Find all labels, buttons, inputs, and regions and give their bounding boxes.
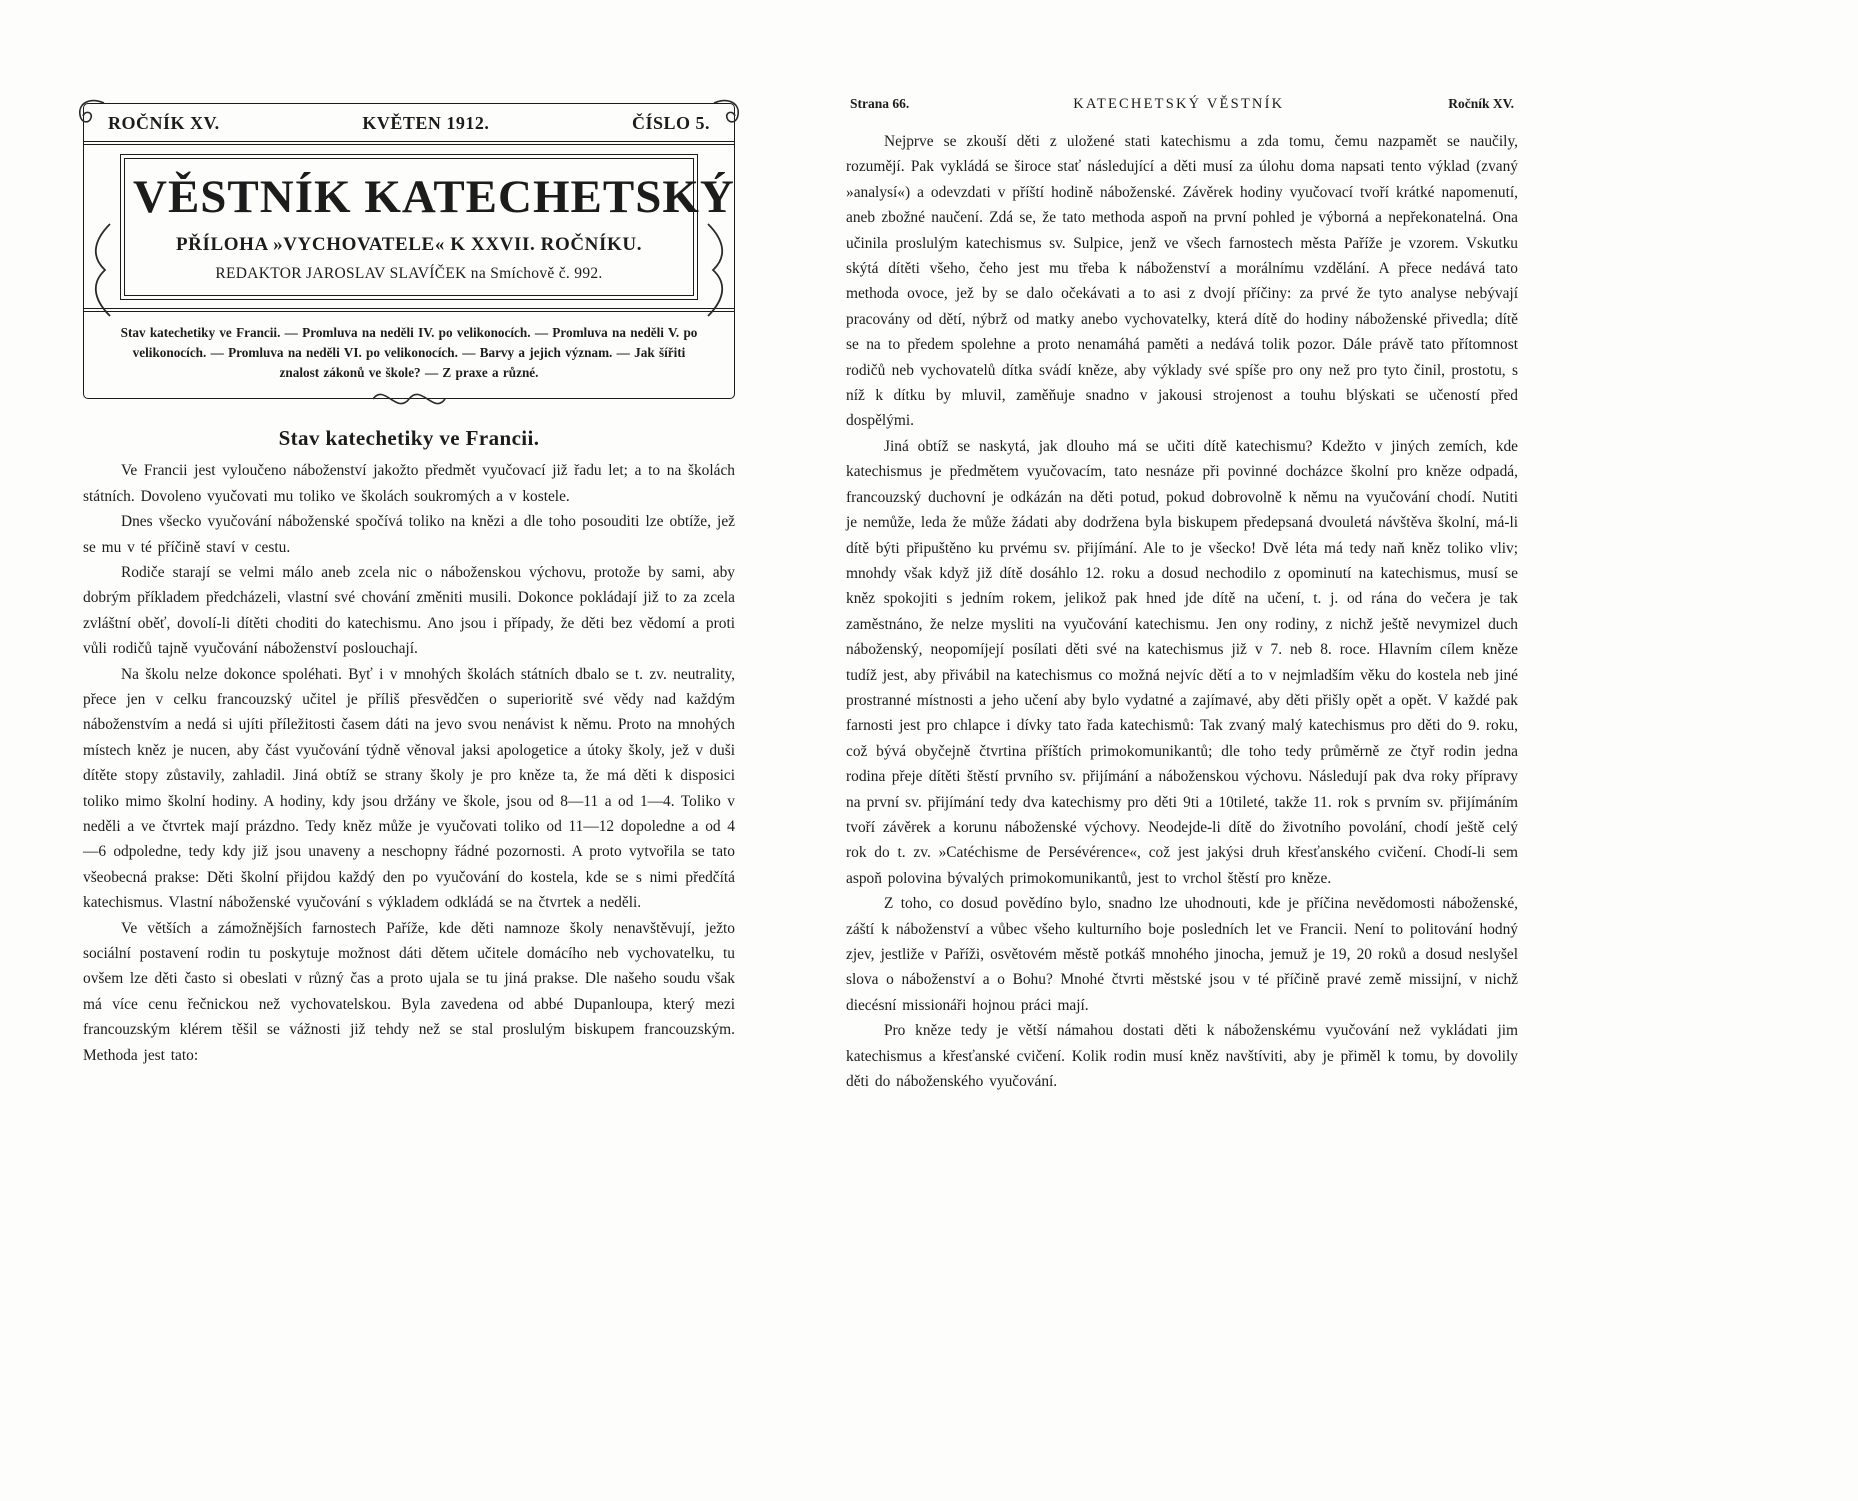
masthead-title-box	[124, 158, 735, 296]
masthead-date: KVĚTEN 1912.	[362, 113, 490, 133]
masthead-issue: ČÍSLO 5.	[631, 113, 710, 133]
masthead-info-row	[84, 104, 734, 141]
volume-label: Ročník XV.	[1448, 96, 1514, 111]
left-page	[83, 103, 735, 1068]
article-paragraph: Ve větších a zámožnějších farnostech Paříže, kde děti namnoze školy nenavštěvují, ježto sociální postavení rodin tu poskytuje možnost dáti dětem učitele domácího neb vychovatelku, tu ovšem lze děti často si obeslati v různý čas a proto ujala se tu jiná prakse. Dle našeho soudu však má více cenu řečnickou než vychovatelskou. Byla zavedena od abbé Dupanloupa, který mezi francouzským klérem těšil se vážnosti již tehdy než se stal proslulým biskupem francouzským. Methoda jest tato:	[83, 919, 735, 1064]
article-paragraph: Dnes všecko vyučování náboženské spočívá toliko na knězi a dle toho posouditi lze obtíže, jež se mu v té příčině staví v cestu.	[83, 513, 735, 556]
masthead	[83, 103, 735, 399]
masthead-title-wrap	[84, 145, 734, 308]
right-page	[846, 96, 1518, 1094]
article-paragraph: Na školu nelze dokonce spoléhati. Byť i v mnohých školách státních dbalo se t. zv. neutrality, přece jen v celku francouzský učitel je příliš přesvědčen o superioritě své vědy nad každým náboženstvím a nedá si ujíti příležitosti časem dáti na jevo svou nenávist k němu. Proto na mnohých místech kněz je nucen, aby část vyučování týdně věnoval jaksi apologetice a útoky školy, jež v duši dítěte stopy zůstavily, zahladil. Jiná obtíž se strany školy je pro kněze ta, že má děti k disposici toliko mimo školní hodiny. A hodiny, kdy jsou držány ve škole, jsou od 8—11 a od 1—4. Toliko v neděli a ve čtvrtek mají prázdno. Tedy kněz může je vyučovati toliko od 11—12 dopoledne a od 4—6 odpoledne, tedy kdy již jsou unaveny a neschopny řádné pozornosti. A proto vytvořila se tato všeobecná prakse: Děti školní přijdou každý den po vyučování do kostela, kde se s nimi předčítá katechismus. Vlastní náboženské vyučování s výkladem odkládá se na čtvrtek a neděli.	[83, 665, 735, 912]
flourish-right-icon	[704, 222, 728, 318]
article-paragraph: Pro kněze tedy je větší námahou dostati děti k náboženskému vyučování než vykládati jim katechismus a křesťanské cvičení. Kolik rodin musí kněz navštíviti, aby je přiměl k tomu, by dovolily děti do náboženského vyučování.	[846, 1022, 1518, 1091]
running-header	[846, 96, 1518, 113]
article-paragraph: Jiná obtíž se naskytá, jak dlouho má se učiti dítě katechismu? Kdežto v jiných zemích, kde katechismus je předmětem vyučovacím, tato nesnáze při povinné docházce školní pro kněze odpadá, francouzský duchovní je odkázán na děti potud, pokud dobrovolně k němu na vyučování chodí. Nutiti je nemůže, leda že může žádati aby dodržena byla biskupem předepsaná dvouletá návštěva školní, má-li dítě býti připuštěno ku prvému sv. přijímání. Ale to je všecko! Dvě léta má tedy naň kněz toliko vliv; mnohdy však když již dítě dosáhlo 12. roku a dosud nechodilo z opominutí na katechismus, musí se kněz spokojiti s jedním rokem, jelikož pak hned jde dítě na učení, t. j. od rána do večera je tak zaměstnáno, že nelze mysliti na vyučování katechismu. Jen ony rodiny, z nichž ještě nevymizel duch náboženský, neopomíjejí posílati děti své na katechismus již v 7. neb 8. roce. Hlavním cílem kněze tudíž jest, aby přivábil na katechismus co možná nejvíc dětí a to v nejmladším věku do kostela neb jiné prostranné místnosti a jeho učení aby bylo vydatné a zajímavé, aby děti přišly opět a opět. V každé pak farnosti jest pro chlapce i dívky tato řada katechismů: Tak zvaný malý katechismus pro děti do 9. roku, což bývá obyčejně čtvrtina příštích primokomunikantů; dle toho tedy průměrně ze čtyř rodin jedna rodina přeje dítěti štěstí prvního sv. přijímání a náboženskou výchovu. Následují pak dva roky přípravy na první sv. přijímání tedy dva katechismy pro děti 9ti a 10tileté, takže 11. rok s prvním sv. přijímáním tvoří závěrek a korunu náboženské výchovy. Neodejde-li dítě do životního povolání, chodí ještě celý rok do t. zv. »Catéchisme de Persévérence«, což jest jakýsi druh křesťanského cvičení. Chodí-li sem aspoň polovina bývalých primokomunikantů, jest to vrchol štěstí pro kněze.	[846, 437, 1518, 887]
issue-contents: Stav katechetiky ve Francii. — Promluva na neděli IV. po velikonocích. — Promluva na neděli V. po velikonocích. — Promluva na neděli VI. po velikonocích. — Barvy a jejich význam. — Jak šířiti znalost zákonů ve škole? — Z praxe a různé.	[120, 325, 698, 381]
article-paragraph: Ve Francii jest vyloučeno náboženství jakožto předmět vyučovací již řadu let; a to na školách státních. Dovoleno vyučovati mu toliko ve školách soukromých a v kostele.	[83, 462, 735, 505]
article-paragraph: Rodiče starají se velmi málo aneb zcela nic o náboženskou výchovu, protože by sami, aby dobrým příkladem předcházeli, vlastní své chování změniti musili. Dokonce pokládají již to za zcela zvláštní oběť, dovolí-li dítěti choditi do katechismu. Ano jsou i případy, že děti bez vědomí a proti vůli rodičů tajně vyučování náboženství poslouchají.	[83, 563, 735, 658]
flourish-left-icon	[90, 222, 114, 318]
article-title: Stav katechetiky ve Francii.	[278, 426, 540, 451]
article-paragraph: Nejprve se zkouší děti z uložené stati katechismu a zda tomu, čemu nazpamět se naučily, rozumějí. Pak vykládá se široce stať následující a děti musí za úlohu doma napsati tento výklad (zvaný »analysí«) a odevzdati v příští hodině náboženské. Závěrek hodiny vyučovací tvoří krátké napomenutí, aneb zbožné naučení. Zdá se, že tato methoda aspoň na první pohled je výborná a nepřekonatelná. Ona učinila proslulým katechismus sv. Sulpice, jenž ve všech farnostech města Paříže je vzorem. Vskutku skýtá dítěti všeho, čeho jest mu třeba k náboženství a morálnímu vzdělání. A přece nedává tato methoda ovoce, jež by se dalo očekávati a to asi z dvojí příčiny: za prvé že tyto analyse nebývají pracovány od dětí, nýbrž od matky anebo vychovatelky, která dítě do hodiny náboženské přivedla; dítě se na to předem spolehne a proto nenamáhá paměti a nedává tolik pozor. Dále právě tato přítomnost rodičů neb vychovatelů dítka svádí kněze, aby výklady své spíše pro ony než pro tyto činil, prostotu, s níž k dítku by mluvil, zaměňuje snadno v jakousi strojenost a touhu blýskati se učeností před dospělými.	[846, 133, 1518, 430]
article-paragraph: Z toho, co dosud povědíno bylo, snadno lze uhodnouti, kde je příčina nevědomosti náboženské, záští k náboženství a vůbec všeho kulturního boje posledních let ve Francii. Není to politování hodný zjev, jestliže v Paříži, osvětovém městě potkáš mnohého jinocha, jemuž je 19, 20 roků a dosud neslyšel slova o náboženství a o Bohu? Mnohé čtvrti městské jsou v té příčině pravé země missijní, v nichž diecésní missionáři hojnou práci mají.	[846, 895, 1518, 1014]
masthead-volume: ROČNÍK XV.	[108, 113, 220, 133]
journal-editor-line: REDAKTOR JAROSLAV SLAVÍČEK na Smíchově č. 992.	[215, 265, 603, 283]
page-number-label: Strana 66.	[850, 96, 910, 111]
journal-subtitle: PŘÍLOHA »VYCHOVATELE« K XXVII. ROČNÍKU.	[175, 234, 643, 256]
running-title: KATECHETSKÝ VĚSTNÍK	[1073, 96, 1285, 112]
journal-title: VĚSTNÍK KATECHETSKÝ	[133, 171, 735, 223]
